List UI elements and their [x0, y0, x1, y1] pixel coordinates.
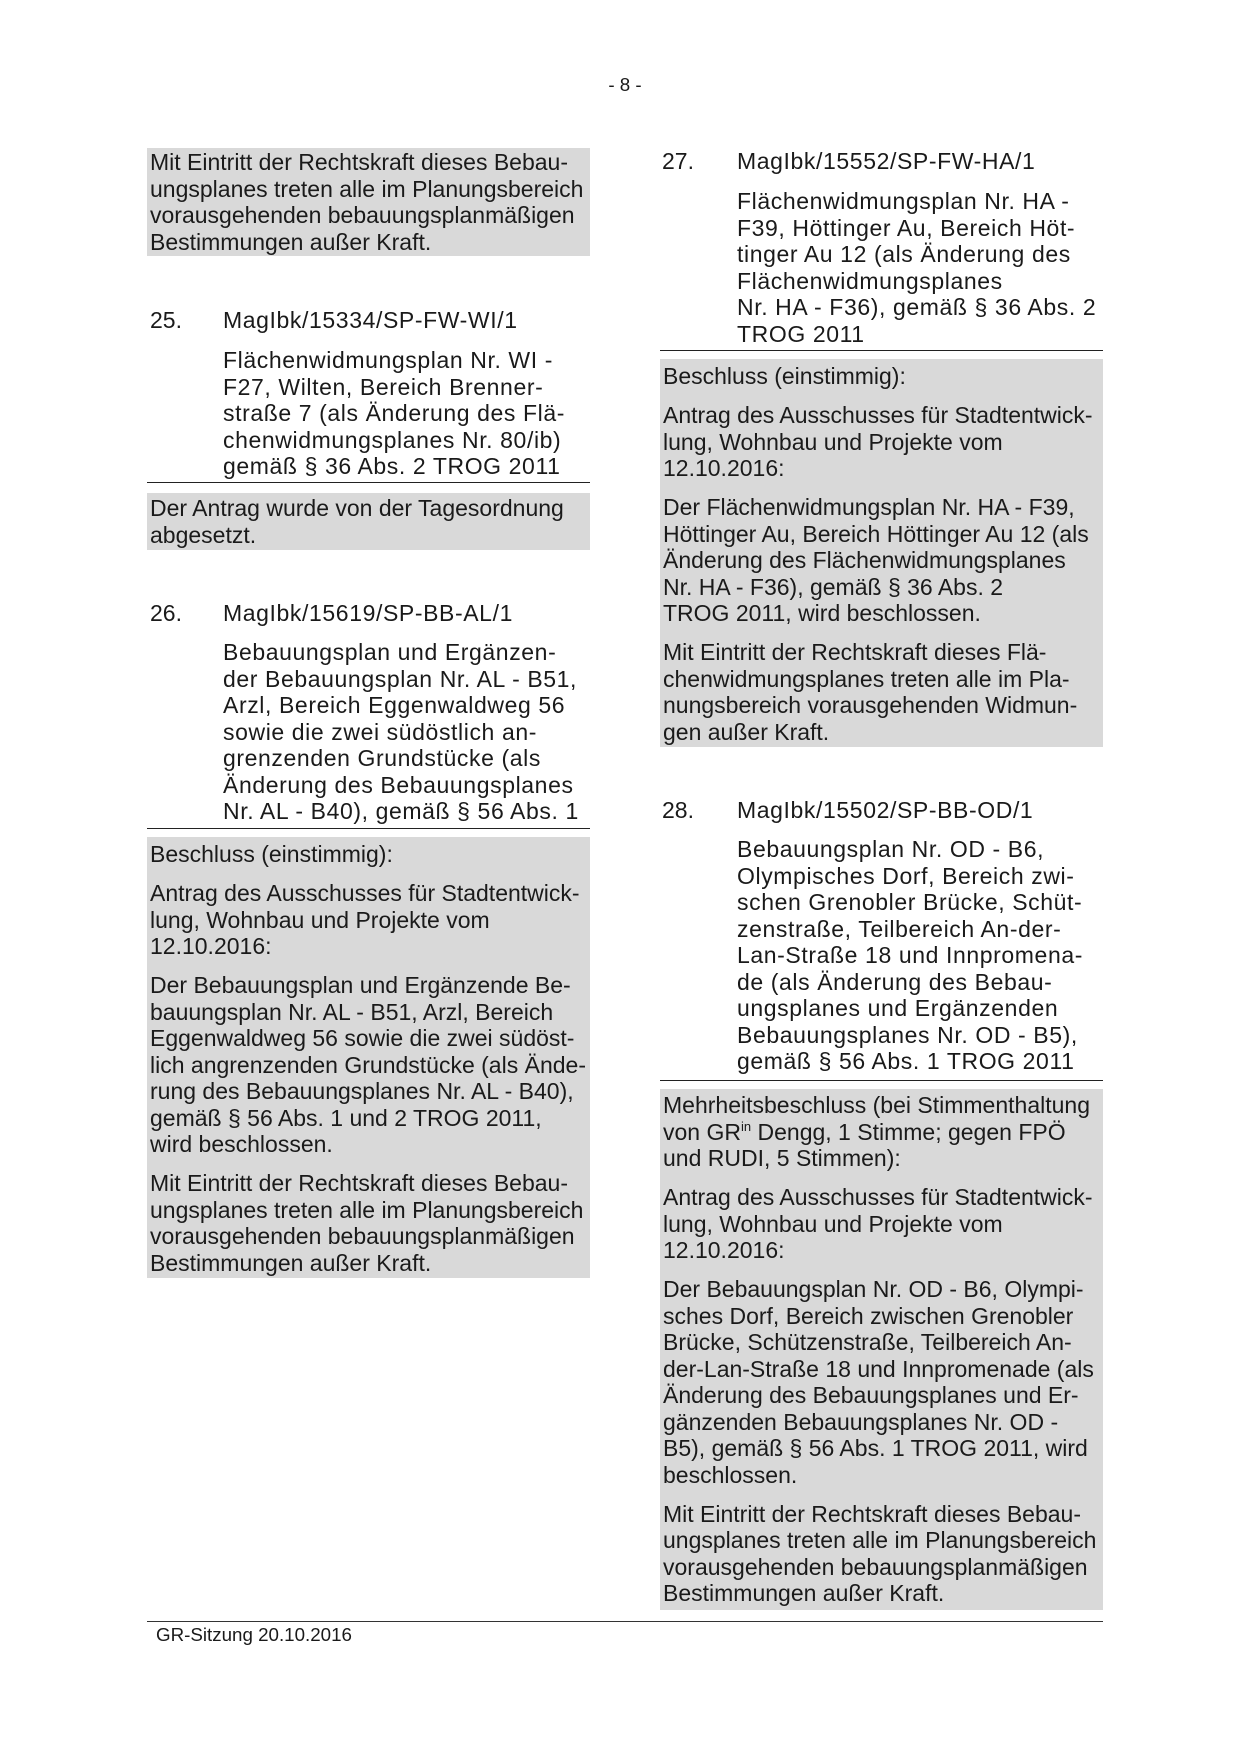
agenda-item-description: Bebauungsplan und Ergänzen- der Bebauungsplan Nr. AL - B51, Arzl, Bereich Eggenwaldweg 56 sowie die zwei südöstlich an- grenzenden Grundstücke (als Änderung des Bebauungsplanes Nr. AL - B40), gemäß § 56 Abs. 1	[223, 639, 579, 824]
decision-vote: Beschluss (einstimmig):	[150, 841, 393, 867]
agenda-item-header	[662, 797, 1102, 824]
footer-text: GR-Sitzung 20.10.2016	[156, 1624, 352, 1645]
agenda-item-description: Bebauungsplan Nr. OD - B6, Olympisches Dorf, Bereich zwi- schen Grenobler Brücke, Schüt- zenstraße, Teilbereich An-der- Lan-Straße 18 und Innpromena- de (als Änderung des Bebau- ungsplanes und Ergänzenden Bebauungsplanes Nr. OD - B5), gemäß § 56 Abs. 1 TROG 2011	[737, 836, 1083, 1074]
decision-motion: Antrag des Ausschusses für Stadtentwick- lung, Wohnbau und Projekte vom 12.10.2016:	[663, 1184, 1093, 1263]
footer-divider	[147, 1621, 1103, 1622]
decision-paragraph: Mit Eintritt der Rechtskraft dieses Bebau- ungsplanes treten alle im Planungsbereich vorausgehenden bebauungsplanmäßigen Bestimmungen außer Kraft.	[150, 149, 584, 255]
carryover-decision-box	[147, 148, 590, 256]
agenda-item-number: 25.	[150, 307, 182, 333]
agenda-item-number: 26.	[150, 600, 182, 626]
agenda-item-description: Flächenwidmungsplan Nr. WI - F27, Wilten, Bereich Brenner- straße 7 (als Änderung des Flä- chenwidmungsplanes Nr. 80/ib) gemäß § 36 Abs. 2 TROG 2011	[223, 347, 566, 479]
decision-box	[147, 493, 590, 550]
decision-vote	[663, 1092, 1100, 1172]
decision-resolution-text: Der Bebauungsplan Nr. OD - B6, Olympi- sches Dorf, Bereich zwischen Grenobler Brücke, Schützenstraße, Teilbereich An- der-Lan-Straße 18 und Innpromenade (als Änderung des Bebauungsplanes und Er- gänzenden Bebauungsplanes Nr. OD - B5), gemäß § 56 Abs. 1 TROG 2011, wird beschlossen.	[663, 1276, 1094, 1488]
decision-resolution-text: Der Flächenwidmungsplan Nr. HA - F39, Höttinger Au, Bereich Höttinger Au 12 (als Änderung des Flächenwidmungsplanes Nr. HA - F36), gemäß § 36 Abs. 2 TROG 2011, wird beschlossen.	[663, 494, 1089, 626]
agenda-item-reference: MagIbk/15619/SP-BB-AL/1	[223, 600, 513, 626]
agenda-item-header	[150, 600, 590, 627]
item-divider	[147, 828, 590, 829]
agenda-item-description: Flächenwidmungsplan Nr. HA - F39, Höttinger Au, Bereich Höt- tinger Au 12 (als Änderung des Flächenwidmungsplanes Nr. HA - F36), gemäß § 36 Abs. 2 TROG 2011	[737, 188, 1097, 347]
vote-text-after: Dengg, 1 Stimme; gegen FPÖ und RUDI, 5 Stimmen):	[663, 1118, 1066, 1171]
agenda-item-number: 28.	[662, 797, 694, 823]
decision-motion: Antrag des Ausschusses für Stadtentwick- lung, Wohnbau und Projekte vom 12.10.2016:	[150, 880, 580, 959]
decision-motion: Antrag des Ausschusses für Stadtentwick- lung, Wohnbau und Projekte vom 12.10.2016:	[663, 402, 1093, 481]
item-divider	[660, 1080, 1103, 1081]
item-divider	[660, 350, 1103, 351]
agenda-item-header	[150, 307, 590, 334]
decision-box	[147, 837, 590, 1278]
decision-paragraph: Der Antrag wurde von der Tagesordnung abgesetzt.	[150, 495, 564, 548]
decision-box	[660, 1089, 1103, 1610]
agenda-item-header	[662, 148, 1102, 175]
decision-box	[660, 359, 1103, 747]
page-number: - 8 -	[608, 74, 642, 95]
decision-effect-text: Mit Eintritt der Rechtskraft dieses Bebau- ungsplanes treten alle im Planungsbereich vorausgehenden bebauungsplanmäßigen Bestimmungen außer Kraft.	[663, 1500, 1097, 1606]
vote-superscript: in	[740, 1118, 752, 1134]
item-divider	[147, 482, 590, 483]
decision-vote: Beschluss (einstimmig):	[663, 363, 906, 389]
decision-effect-text: Mit Eintritt der Rechtskraft dieses Bebau- ungsplanes treten alle im Planungsbereich vorausgehenden bebauungsplanmäßigen Bestimmungen außer Kraft.	[150, 1170, 584, 1276]
decision-effect-text: Mit Eintritt der Rechtskraft dieses Flä- chenwidmungsplanes treten alle im Pla- nungsbereich vorausgehenden Widmun- gen außer Kraft.	[663, 639, 1078, 745]
vote-text-before: Mehrheitsbeschluss (bei Stimmenthaltung von GR	[663, 1092, 1090, 1145]
decision-resolution-text: Der Bebauungsplan und Ergänzende Be- bauungsplan Nr. AL - B51, Arzl, Bereich Eggenwaldweg 56 sowie die zwei südöst- lich angrenzenden Grundstücke (als Ände- rung des Bebauungsplanes Nr. AL - B40), gemäß § 56 Abs. 1 und 2 TROG 2011, wird beschlossen.	[150, 972, 586, 1157]
agenda-item-reference: MagIbk/15334/SP-FW-WI/1	[223, 307, 518, 333]
agenda-item-number: 27.	[662, 148, 694, 174]
agenda-item-reference: MagIbk/15502/SP-BB-OD/1	[737, 797, 1034, 823]
agenda-item-reference: MagIbk/15552/SP-FW-HA/1	[737, 148, 1036, 174]
